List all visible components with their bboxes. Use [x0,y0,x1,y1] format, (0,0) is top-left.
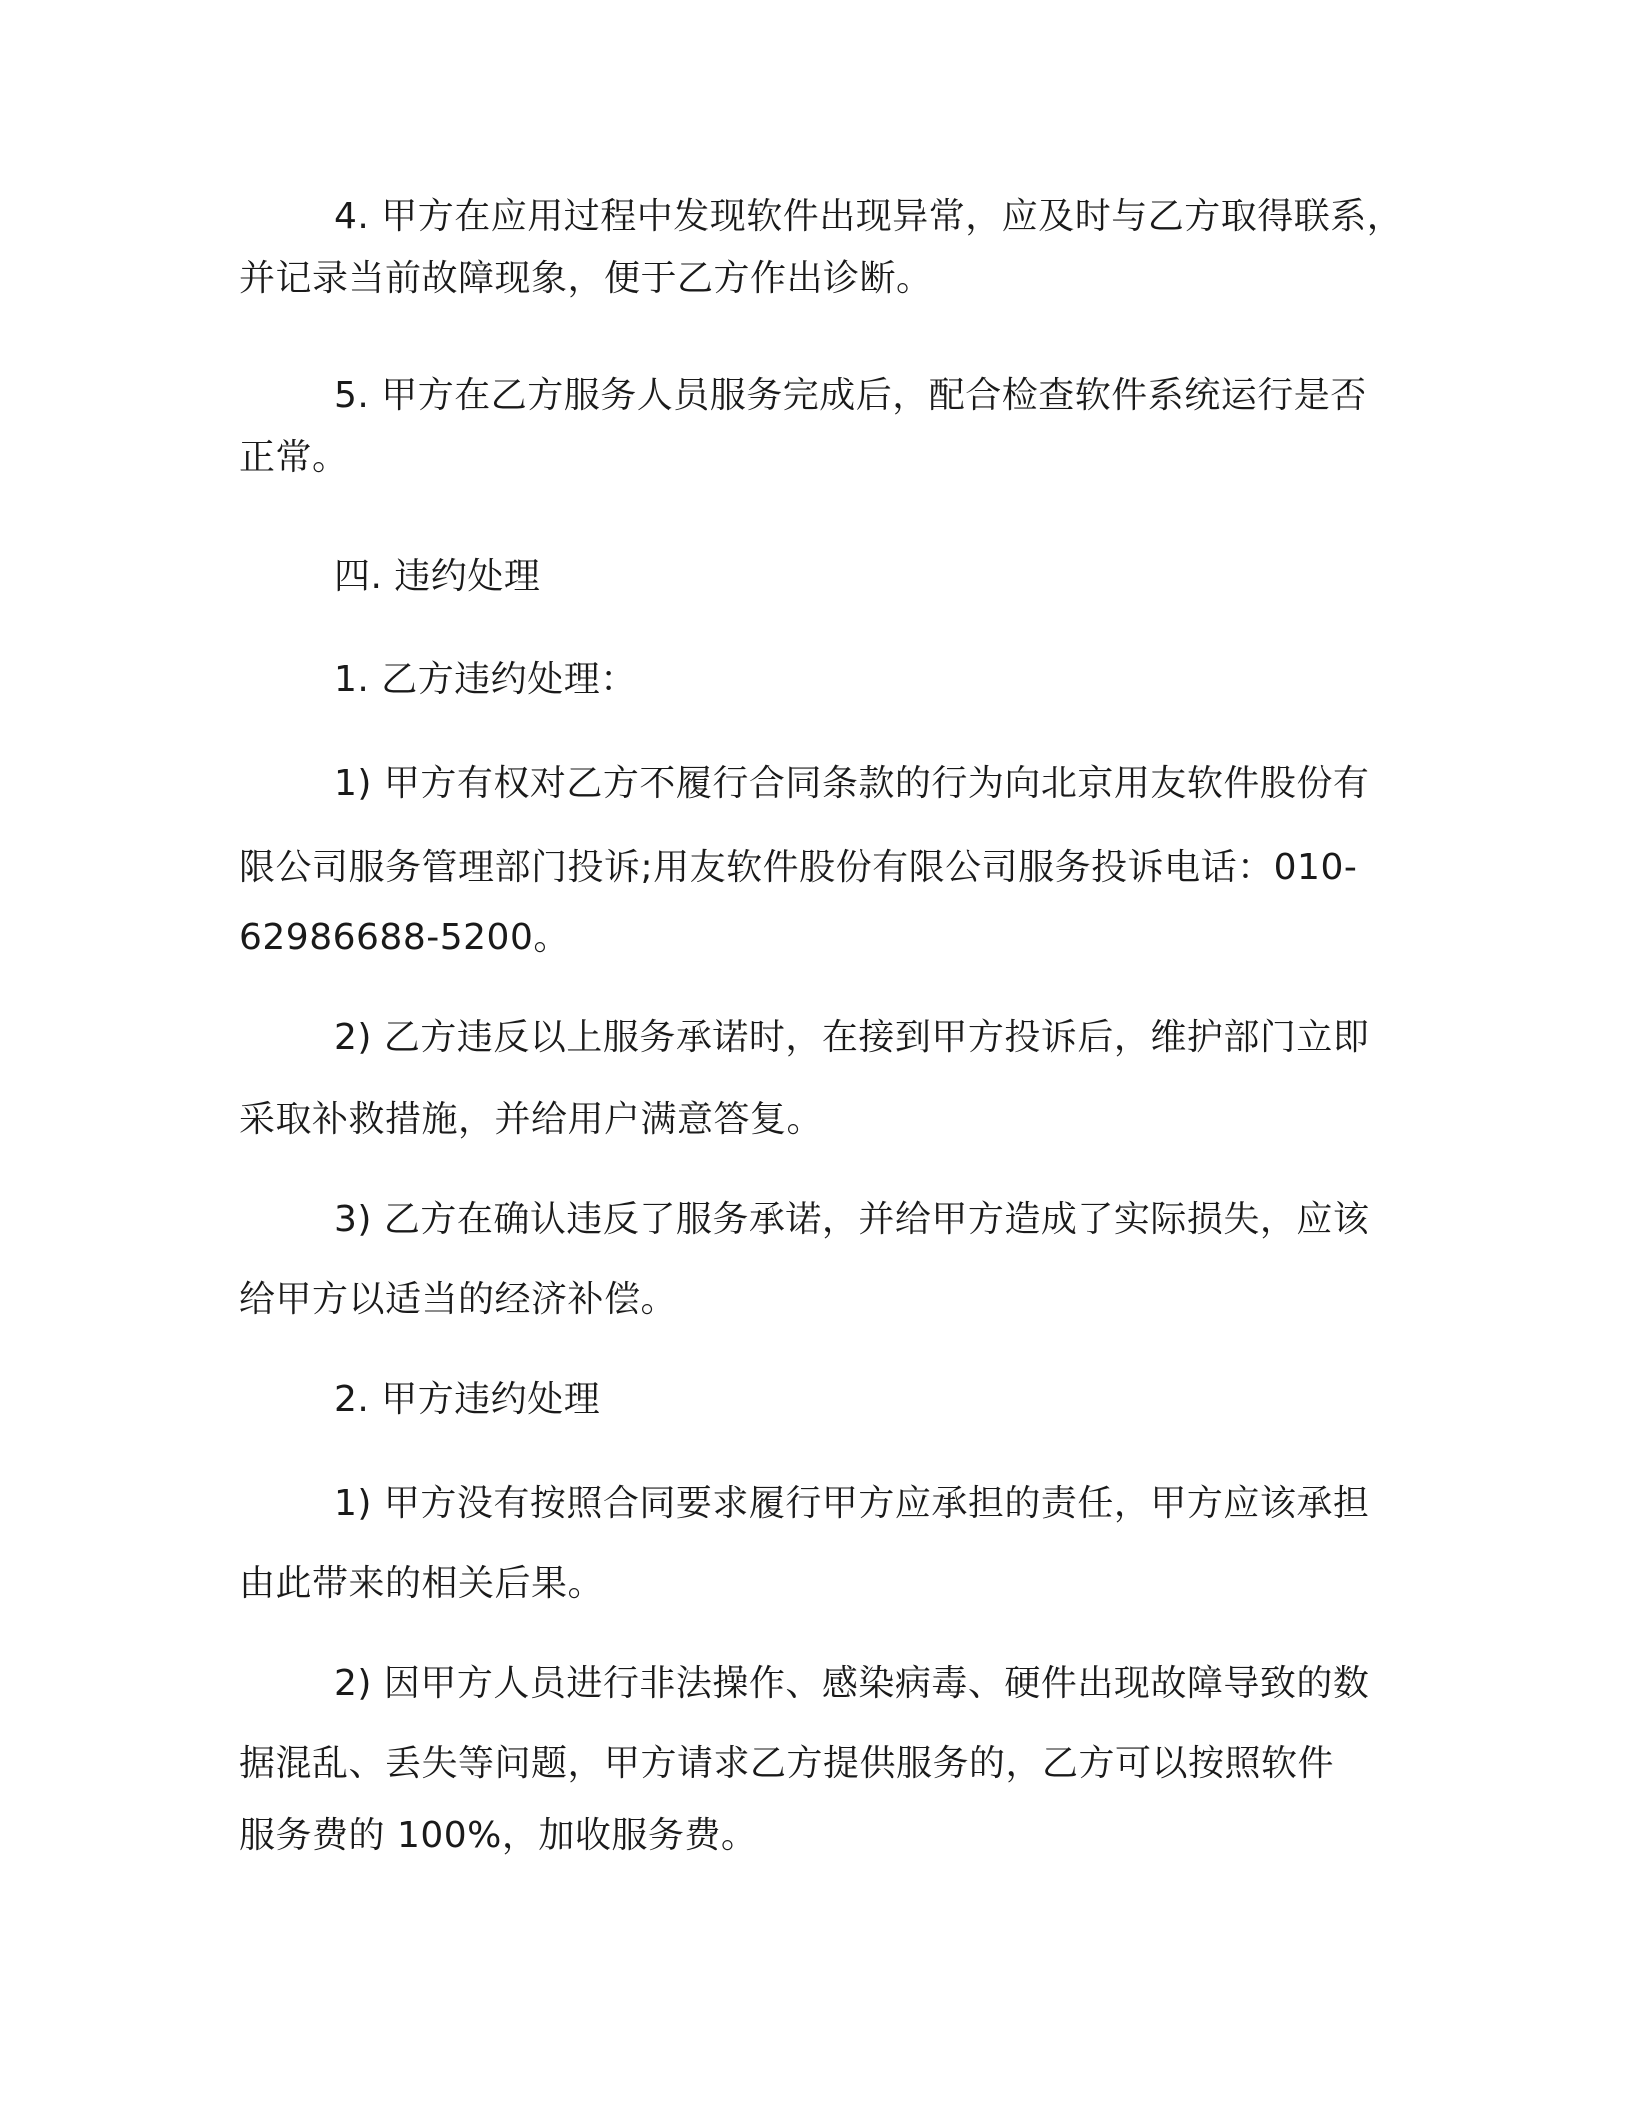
paragraph-line: 限公司服务管理部门投诉;用友软件股份有限公司服务投诉电话：010- [239,847,1358,888]
paragraph-line: 62986688-5200。 [239,917,570,958]
paragraph-line: 5. 甲方在乙方服务人员服务完成后，配合检查软件系统运行是否 [334,375,1367,416]
paragraph-line: 服务费的 100%，加收服务费。 [239,1815,758,1856]
paragraph-line: 采取补救措施，并给用户满意答复。 [239,1099,824,1140]
paragraph-line: 给甲方以适当的经济补偿。 [239,1279,678,1320]
paragraph-line: 2) 因甲方人员进行非法操作、感染病毒、硬件出现故障导致的数 [334,1663,1370,1704]
paragraph-line: 4. 甲方在应用过程中发现软件出现异常，应及时与乙方取得联系， [334,196,1404,237]
paragraph-line: 据混乱、丢失等问题，甲方请求乙方提供服务的，乙方可以按照软件 [239,1743,1335,1784]
paragraph-line: 2. 甲方违约处理 [334,1379,601,1420]
paragraph-line: 2) 乙方违反以上服务承诺时，在接到甲方投诉后，维护部门立即 [334,1017,1370,1058]
paragraph-line: 并记录当前故障现象，便于乙方作出诊断。 [239,258,933,299]
paragraph-line: 3) 乙方在确认违反了服务承诺，并给甲方造成了实际损失，应该 [334,1199,1370,1240]
paragraph-line: 正常。 [239,437,349,478]
paragraph-line: 1) 甲方没有按照合同要求履行甲方应承担的责任，甲方应该承担 [334,1483,1370,1524]
paragraph-line: 四. 违约处理 [334,556,541,597]
paragraph-line: 1. 乙方违约处理： [334,659,637,700]
paragraph-line: 由此带来的相关后果。 [239,1563,605,1604]
paragraph-line: 1) 甲方有权对乙方不履行合同条款的行为向北京用友软件股份有 [334,763,1370,804]
